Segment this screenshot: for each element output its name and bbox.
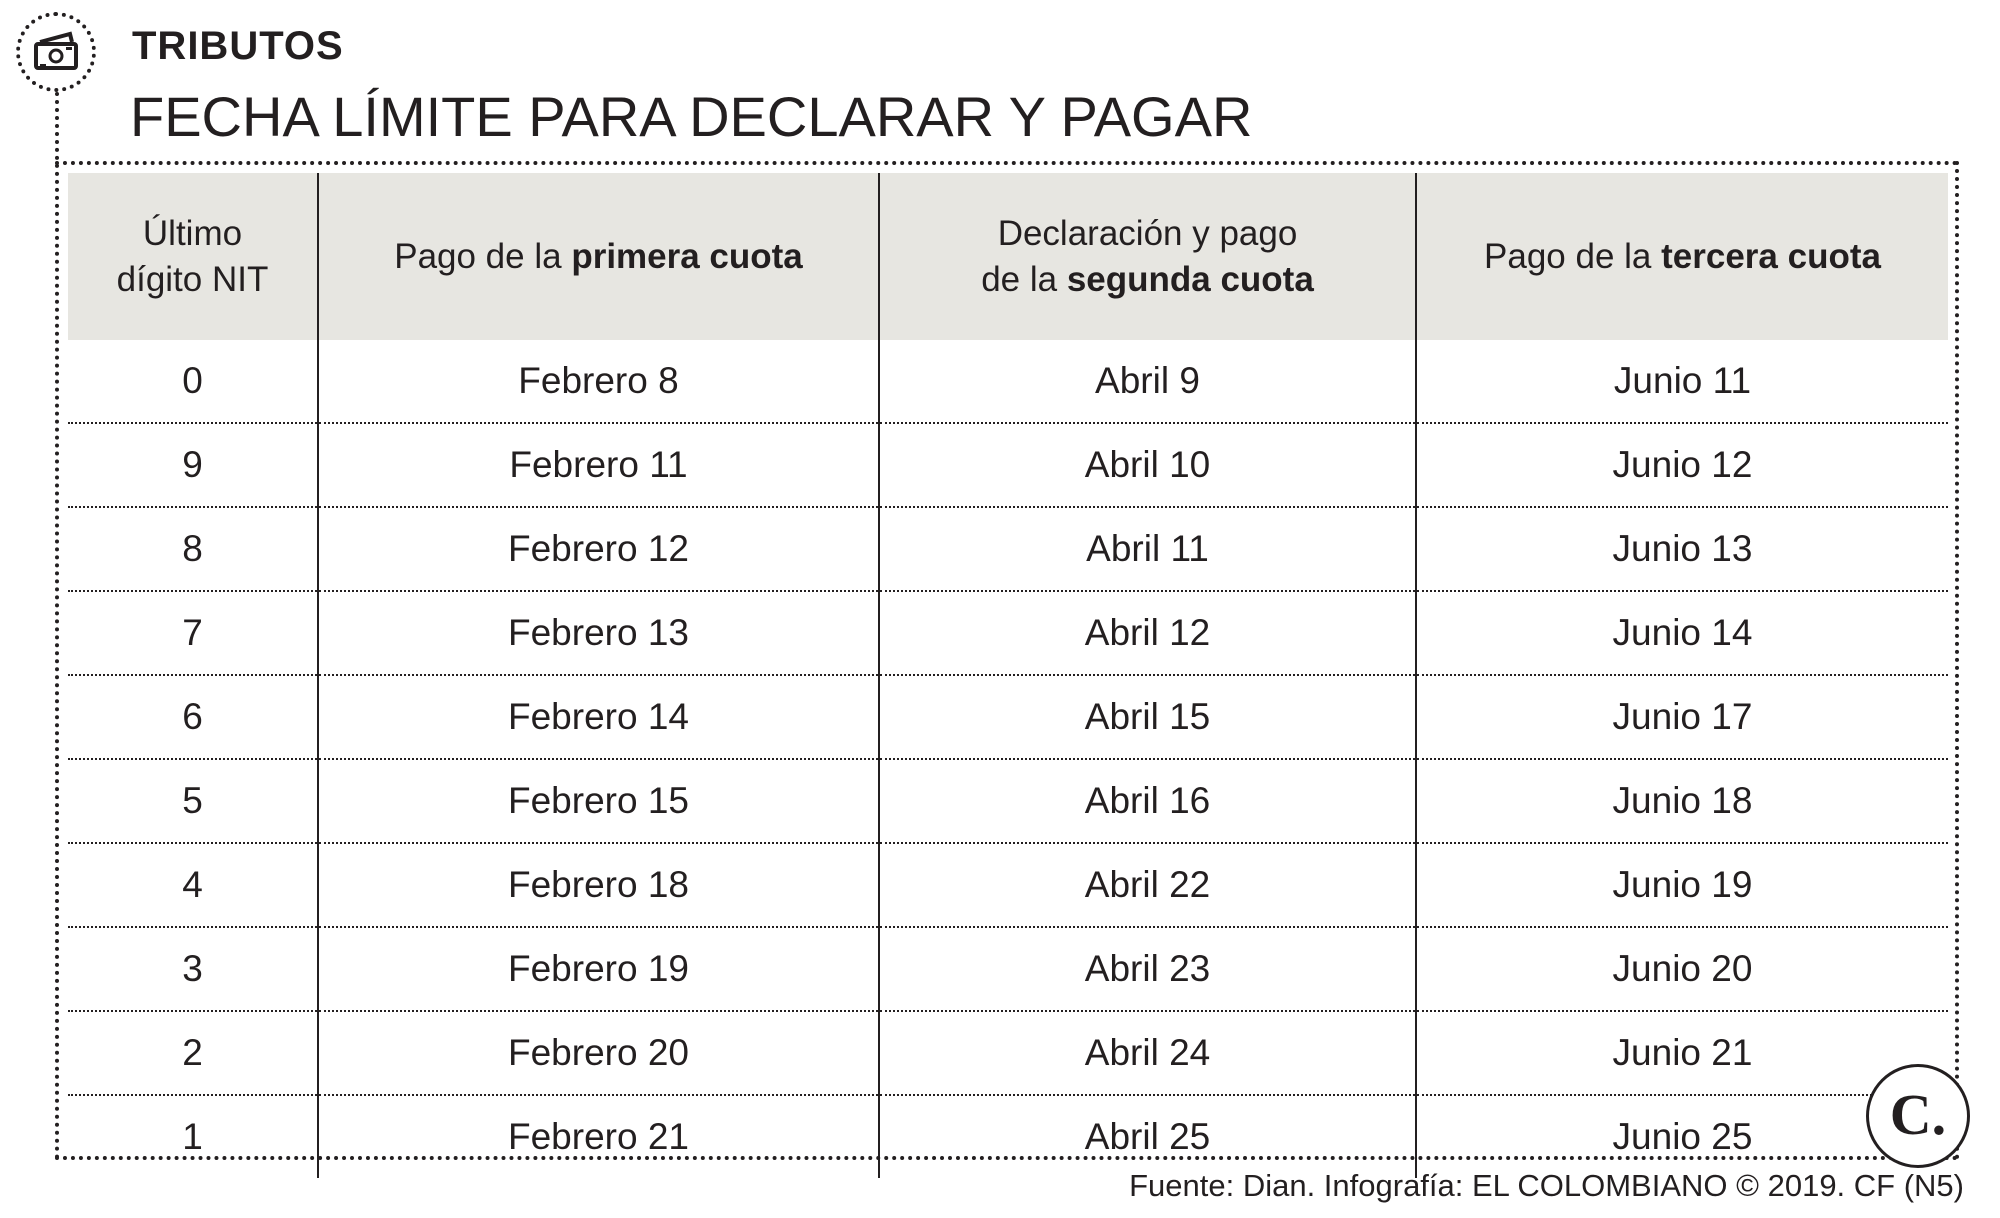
cell-third: Junio 18: [1416, 759, 1948, 843]
cell-second: Abril 9: [879, 340, 1416, 423]
header-last-digit: Último dígito NIT: [68, 173, 318, 340]
cell-second: Abril 16: [879, 759, 1416, 843]
cell-digit: 7: [68, 591, 318, 675]
cell-third: Junio 13: [1416, 507, 1948, 591]
cell-third: Junio 17: [1416, 675, 1948, 759]
cell-first: Febrero 18: [318, 843, 879, 927]
cell-third: Junio 25: [1416, 1095, 1948, 1178]
cell-first: Febrero 12: [318, 507, 879, 591]
header-first-installment: Pago de la primera cuota: [318, 173, 879, 340]
cell-third: Junio 12: [1416, 423, 1948, 507]
table-row: [68, 843, 1948, 927]
cell-first: Febrero 21: [318, 1095, 879, 1178]
cell-second: Abril 15: [879, 675, 1416, 759]
cell-second: Abril 23: [879, 927, 1416, 1011]
table-row: [68, 340, 1948, 423]
el-colombiano-logo: [1866, 1064, 1970, 1168]
cell-first: Febrero 13: [318, 591, 879, 675]
table-row: [68, 423, 1948, 507]
cell-digit: 3: [68, 927, 318, 1011]
cell-digit: 2: [68, 1011, 318, 1095]
table-row: [68, 675, 1948, 759]
table-row: [68, 1011, 1948, 1095]
cell-second: Abril 11: [879, 507, 1416, 591]
cell-digit: 9: [68, 423, 318, 507]
cell-digit: 8: [68, 507, 318, 591]
cell-third: Junio 11: [1416, 340, 1948, 423]
page-title: FECHA LÍMITE PARA DECLARAR Y PAGAR: [130, 85, 1253, 148]
table-row: [68, 759, 1948, 843]
section-kicker: TRIBUTOS: [132, 24, 344, 68]
table-row: [68, 1095, 1948, 1178]
cell-first: Febrero 19: [318, 927, 879, 1011]
table-row: [68, 591, 1948, 675]
cell-first: Febrero 11: [318, 423, 879, 507]
cell-digit: 6: [68, 675, 318, 759]
table-row: [68, 927, 1948, 1011]
cell-third: Junio 20: [1416, 927, 1948, 1011]
cell-digit: 4: [68, 843, 318, 927]
logo-mark-icon: [1878, 1076, 1958, 1156]
cell-second: Abril 25: [879, 1095, 1416, 1178]
deadline-table: [68, 173, 1948, 1178]
header-third-installment: Pago de la tercera cuota: [1416, 173, 1948, 340]
cell-digit: 5: [68, 759, 318, 843]
cell-digit: 1: [182, 1116, 203, 1157]
source-credit: Fuente: Dian. Infografía: EL COLOMBIANO © 2019. CF (N5): [1129, 1168, 1964, 1203]
cell-second: Abril 10: [879, 423, 1416, 507]
cell-third: Junio 14: [1416, 591, 1948, 675]
cell-first: Febrero 20: [318, 1011, 879, 1095]
cell-first: Febrero 15: [318, 759, 879, 843]
cell-second: Abril 24: [879, 1011, 1416, 1095]
cell-first: Febrero 14: [318, 675, 879, 759]
table-row: [68, 507, 1948, 591]
cell-second: Abril 22: [879, 843, 1416, 927]
table-header-row: [68, 173, 1948, 340]
cell-second: Abril 12: [879, 591, 1416, 675]
svg-text:C.: C.: [1889, 1082, 1947, 1147]
cell-digit: 0: [68, 340, 318, 423]
cell-first: Febrero 8: [318, 340, 879, 423]
cell-third: Junio 19: [1416, 843, 1948, 927]
header-second-installment: Declaración y pago de la segunda cuota: [879, 173, 1416, 340]
money-icon: [16, 12, 96, 92]
cell-third: Junio 21: [1416, 1011, 1948, 1095]
